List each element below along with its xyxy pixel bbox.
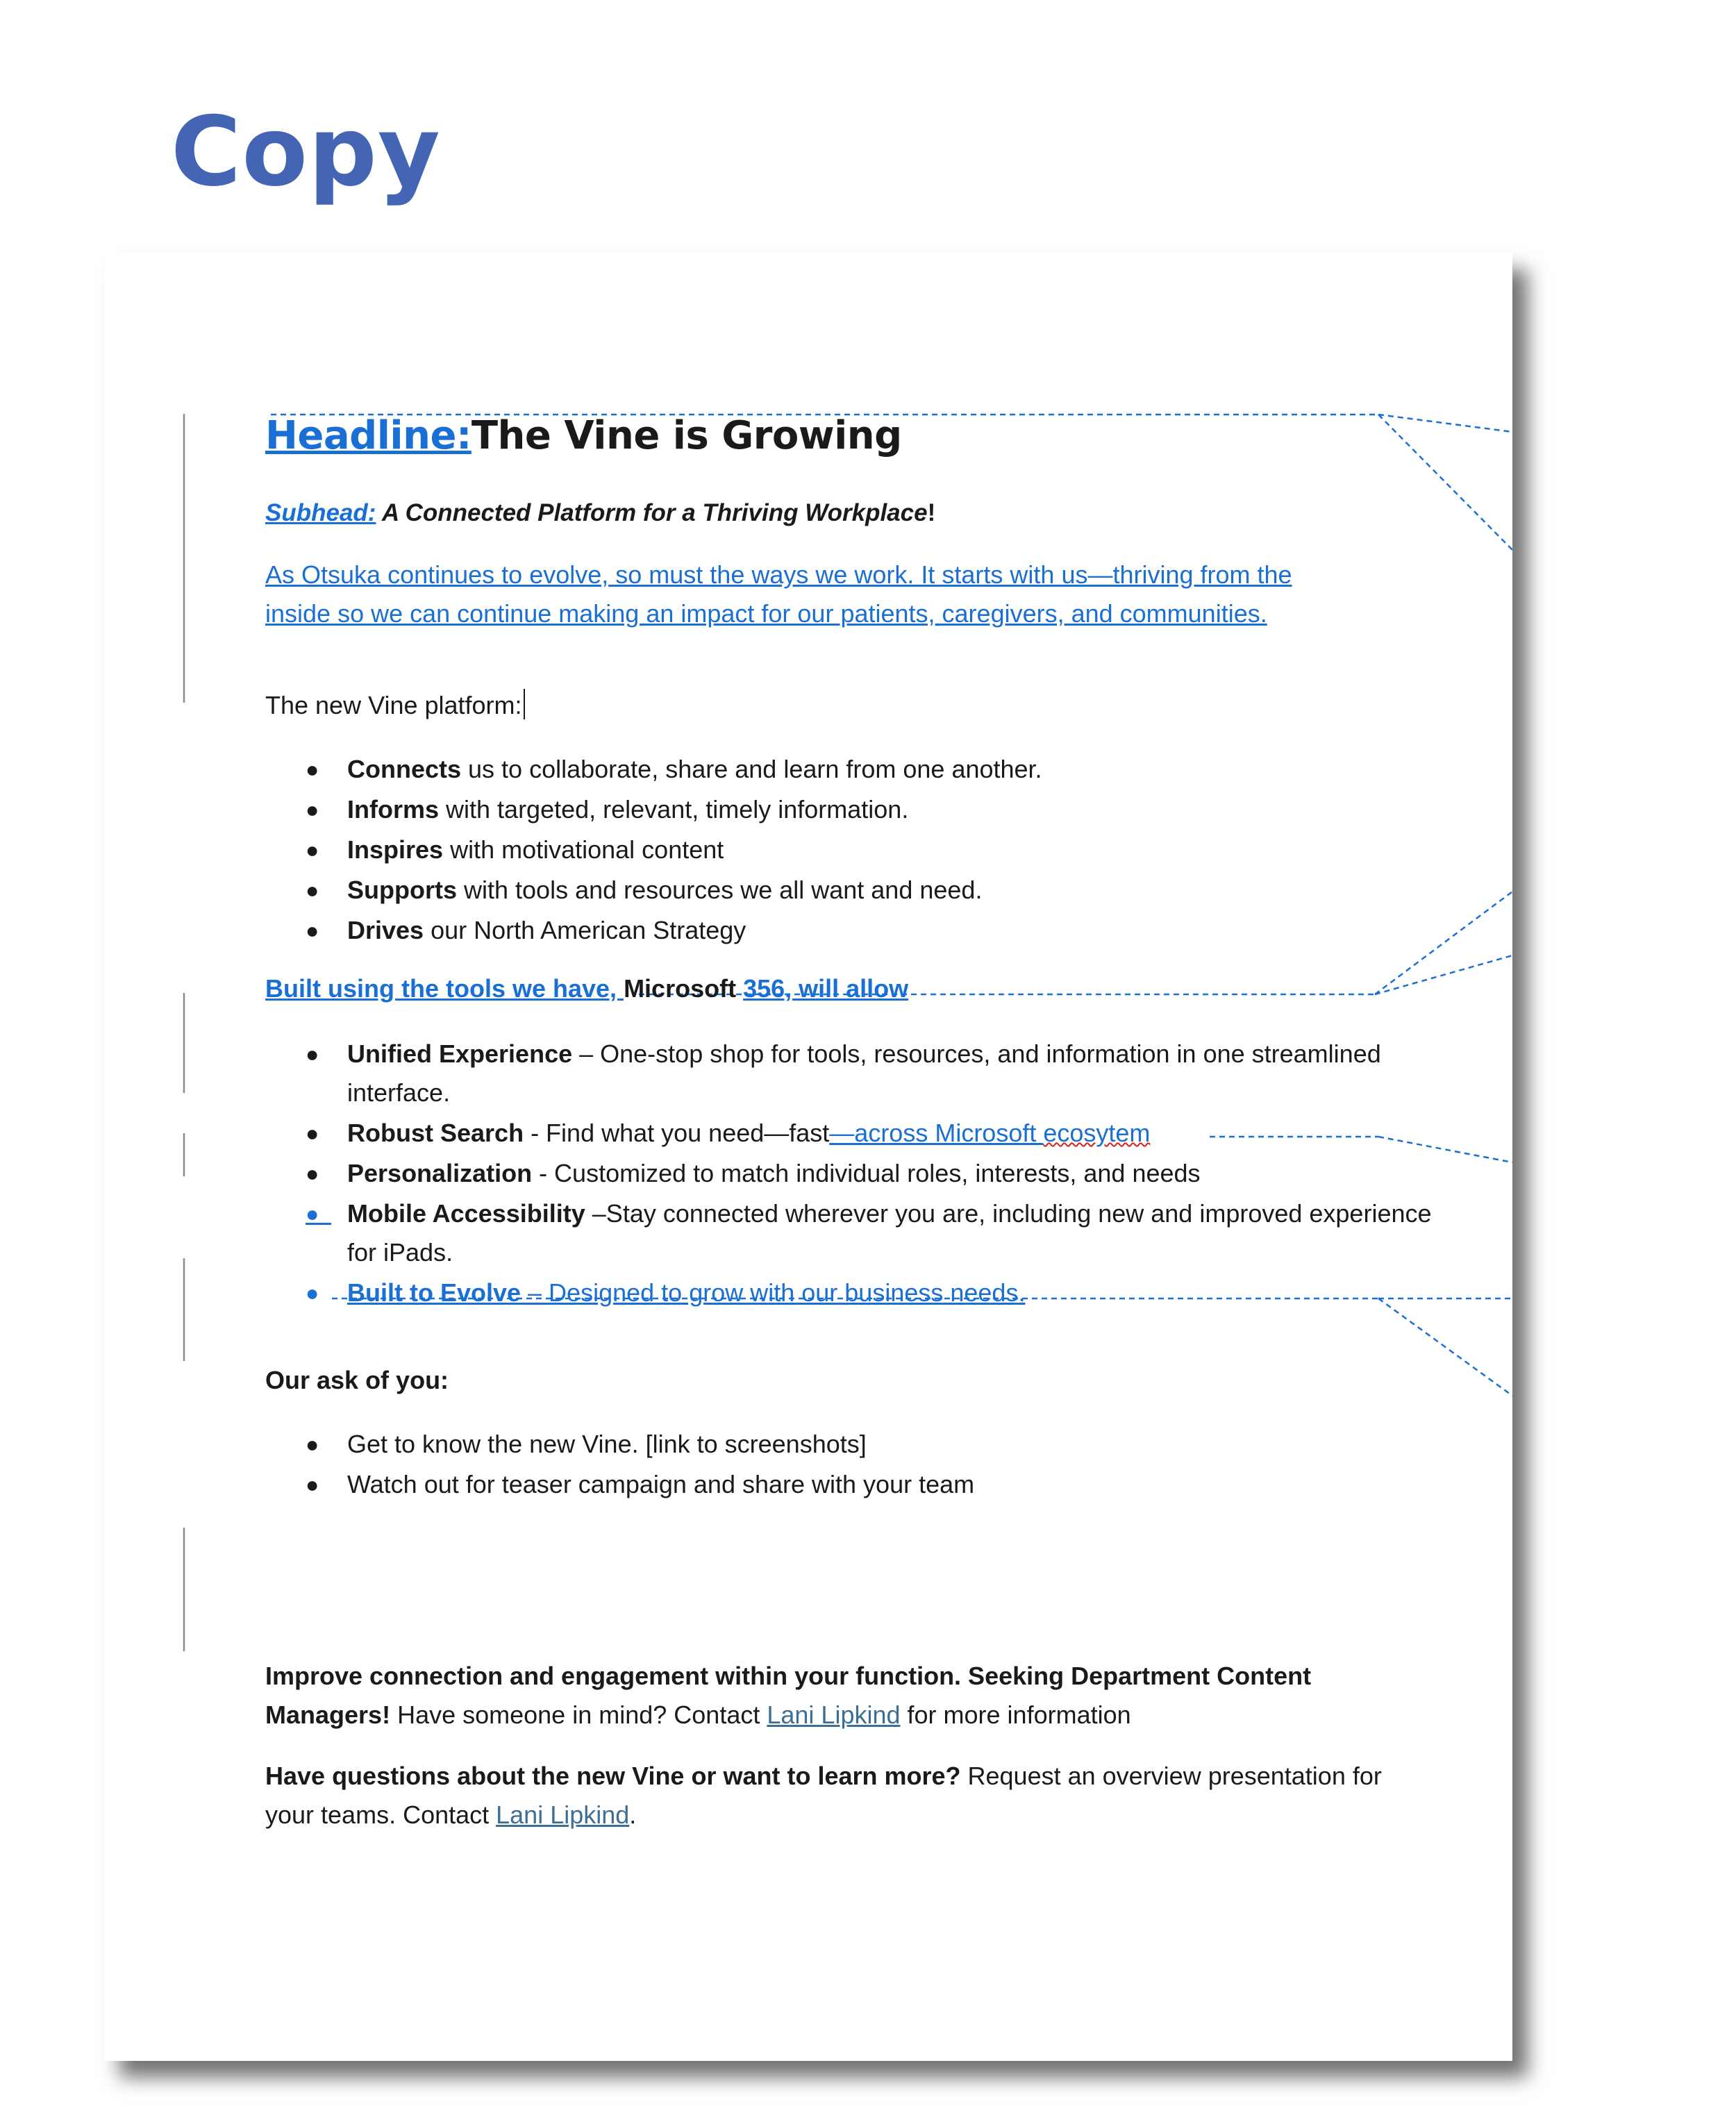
document-page [104,253,1512,2061]
subhead-end: ! [927,499,936,526]
built-bold: Microsoft [624,974,744,1003]
bullet-text: - Find what you need—fast [524,1119,830,1147]
bullet-icon: ● [306,1280,319,1305]
questions-paragraph [265,1757,1404,1835]
ask-bullet-list [265,1425,1432,1505]
platform-lead-text: The new Vine platform: [265,691,522,719]
list-item [265,871,1432,910]
bullet-text: Watch out for teaser campaign and share with your team [347,1470,975,1498]
bullet-text: – One-stop shop for tools, resources, and information in one streamlined interface. [347,1039,1381,1107]
bullet-bold: Unified Experience [347,1039,573,1068]
ask-heading: Our ask of you: [265,1366,449,1394]
bullet-inserted: —across Microsoft [829,1119,1044,1147]
bullet-icon: ● [306,837,319,862]
list-item [265,1273,1432,1312]
bullet-bold: Mobile Accessibility [347,1199,585,1228]
managers-paragraph [265,1657,1404,1735]
bullet-text: – Designed to grow with our business needs. [521,1278,1026,1307]
list-item [265,911,1432,950]
list-item [265,830,1432,869]
bullet-text: our North American Strategy [424,916,746,944]
bullet-text: us to collaborate, share and learn from one another. [461,755,1042,783]
headline-label: Headline: [265,413,471,458]
headline [265,411,1404,461]
bullet-icon: ● [306,918,319,943]
managers-tail: for more information [900,1701,1131,1729]
list-item [265,750,1432,789]
bullet-icon: ● [306,1432,319,1457]
bullet-icon: ● [306,1121,319,1146]
bullet-bold: Informs [347,795,440,824]
list-item [265,790,1432,829]
text-cursor [524,689,525,719]
list-item [265,1114,1432,1153]
contact-link[interactable]: Lani Lipkind [767,1701,901,1729]
bullet-icon: ● [306,797,319,822]
bullet-bold: Built to Evolve [347,1278,521,1307]
intro-paragraph: As Otsuka continues to evolve, so must the ways we work. It starts with us—thriving from the inside so we can continue making an impact for our patients, caregivers, and communities. [265,560,1292,628]
feature-bullet-list [265,1035,1432,1314]
list-item [265,1154,1432,1193]
questions-tail: . [629,1801,637,1829]
subhead-label: Subhead: [265,499,376,526]
bullet-bold: Connects [347,755,462,783]
bullet-text: with targeted, relevant, timely information. [439,795,909,824]
bullet-icon: ● [306,1201,332,1226]
bullet-text: - Customized to match individual roles, interests, and needs [532,1159,1201,1187]
bullet-icon: ● [306,878,319,903]
page-title: Copy [171,96,441,208]
bullet-bold: Supports [347,876,457,904]
questions-text: Request an overview presentation for your teams. Contact [265,1762,1382,1829]
bullet-bold: Drives [347,916,424,944]
bullet-icon: ● [306,1472,319,1497]
bullet-icon: ● [306,1161,319,1186]
bullet-text: Get to know the new Vine. [link to screenshots] [347,1430,867,1458]
platform-bullet-list [265,750,1432,951]
built-inserted-2: 356, will allow [743,974,909,1003]
list-item [265,1035,1432,1112]
built-line [265,969,1404,1008]
headline-title: The Vine is Growing [471,413,902,458]
platform-lead [265,686,1404,725]
bullet-bold: Robust Search [347,1119,524,1147]
bullet-icon: ● [306,757,319,782]
bullet-text: with motivational content [443,835,724,864]
bullet-text: –Stay connected wherever you are, including new and improved experience for iPads. [347,1199,1432,1267]
bullet-text: with tools and resources we all want and need. [457,876,983,904]
bullet-icon: ● [306,1042,319,1067]
misspelled-word: ecosytem [1043,1119,1151,1147]
list-item [265,1465,1432,1504]
built-inserted: Built using the tools we have, [265,974,624,1003]
managers-text: Have someone in mind? Contact [390,1701,767,1729]
bullet-bold: Inspires [347,835,444,864]
managers-bold: Improve connection and engagement within your function. Seeking Department Content Managers! [265,1662,1312,1729]
questions-bold: Have questions about the new Vine or want to learn more? [265,1762,961,1790]
list-item [265,1425,1432,1464]
bullet-bold: Personalization [347,1159,533,1187]
subhead [265,496,1404,530]
subhead-text: A Connected Platform for a Thriving Workplace [381,499,928,526]
list-item [265,1194,1432,1272]
contact-link[interactable]: Lani Lipkind [496,1801,630,1829]
